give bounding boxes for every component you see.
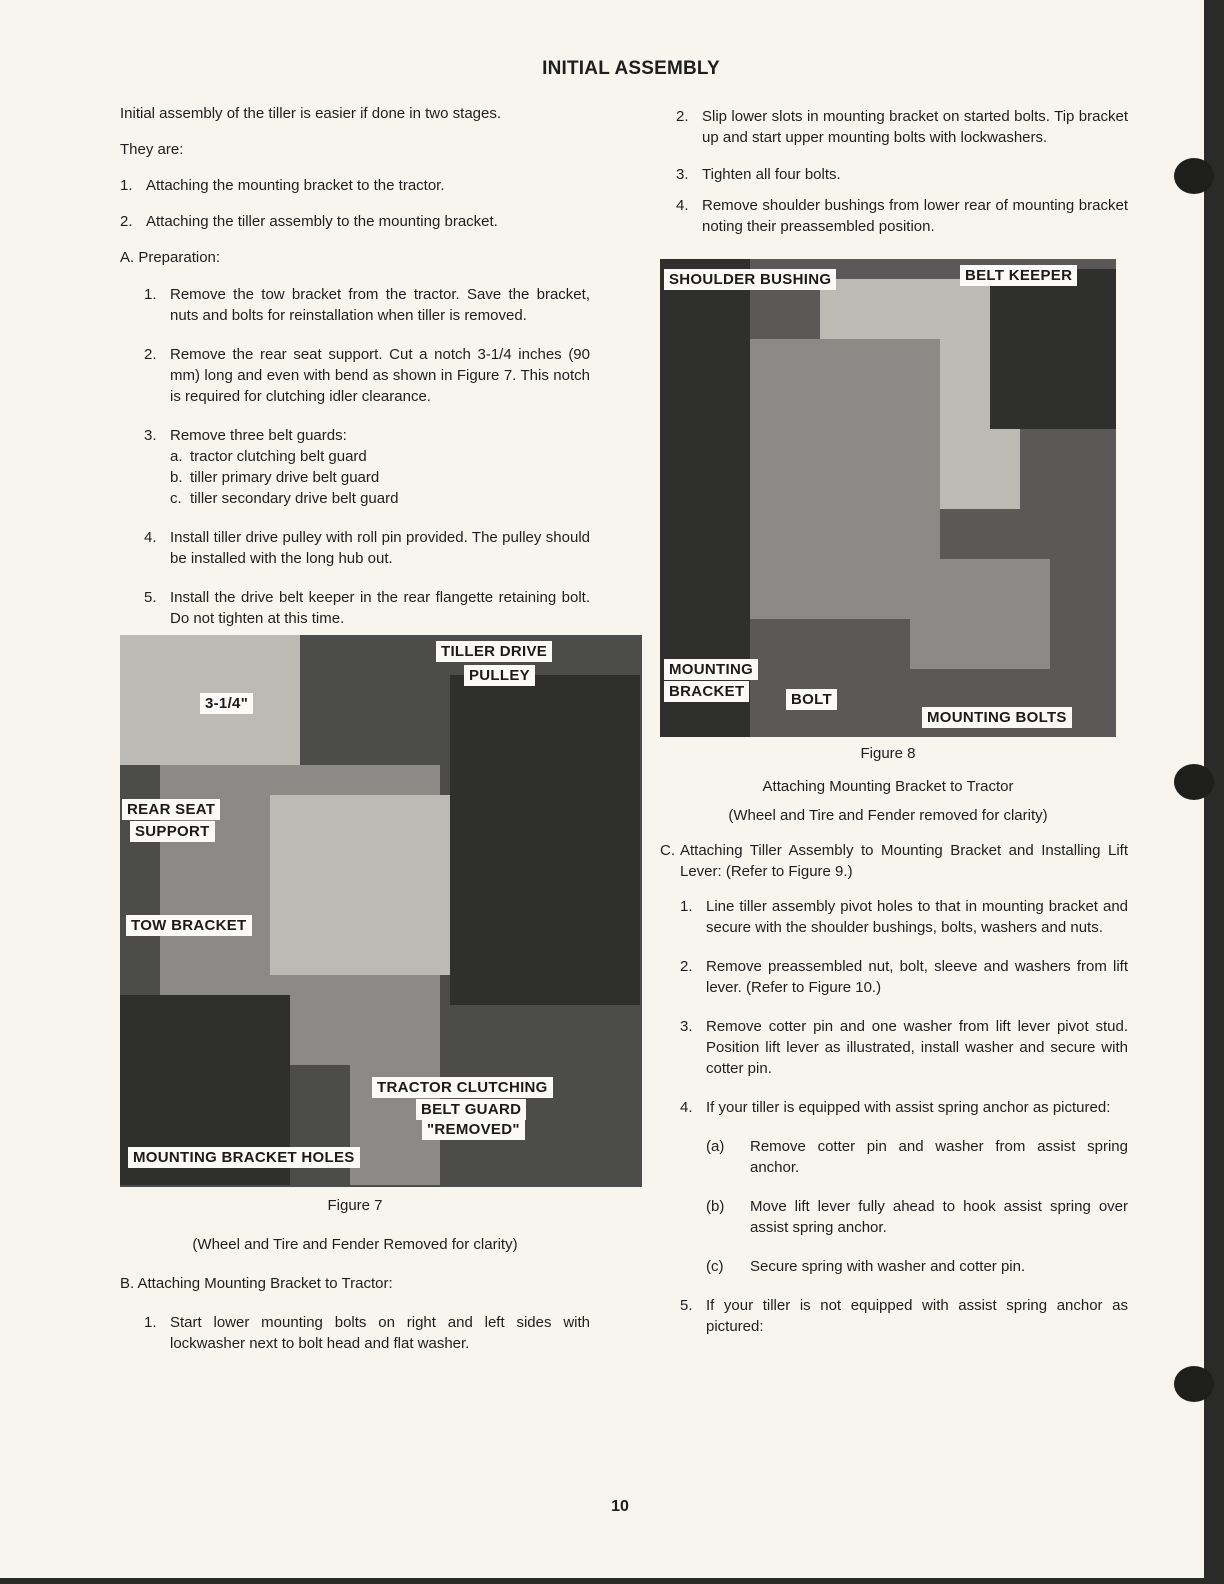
callout-label: REAR SEAT [122,799,220,820]
list-item: 1. Attaching the mounting bracket to the tractor. [120,177,445,194]
sub-item: (a) Remove cotter pin and washer from assist spring anchor. [706,1138,1128,1176]
list-item: 2. Remove preassembled nut, bolt, sleeve and washers from lift lever. (Refer to Figure 10.) [680,958,1128,996]
sub-item: (b) Move lift lever fully ahead to hook assist spring over assist spring anchor. [706,1198,1128,1236]
page-number: 10 [611,1498,629,1515]
figure-caption: Figure 8 [860,745,916,762]
callout-label: MOUNTING BRACKET HOLES [128,1147,360,1168]
list-item: 4. Install tiller drive pulley with roll pin provided. The pulley should be installed with the long hub out. [144,529,590,567]
left-column [120,100,590,1354]
figure-note: (Wheel and Tire and Fender Removed for clarity) [192,1236,518,1253]
callout-label: SHOULDER BUSHING [664,269,836,290]
binder-hole [1174,1366,1214,1402]
list-item: 2. Slip lower slots in mounting bracket on started bolts. Tip bracket up and start upper mounting bolts with lockwashers. [676,108,1128,146]
list-item: 2. Attaching the tiller assembly to the mounting bracket. [120,213,498,230]
list-item: 4. If your tiller is equipped with assist spring anchor as pictured: [680,1099,1111,1116]
list-item: 3. Remove three belt guards: a. tractor clutching belt guard b. tiller primary drive belt guard c. tiller secondary drive belt guard [144,425,590,509]
callout-label: SUPPORT [130,821,215,842]
list-item: 5. If your tiller is not equipped with assist spring anchor as pictured: [680,1297,1128,1335]
binder-hole [1174,764,1214,800]
section-heading: B. Attaching Mounting Bracket to Tractor: [120,1275,393,1292]
callout-label: MOUNTING [664,659,758,680]
page-title: INITIAL ASSEMBLY [542,58,720,79]
section-heading: C. Attaching Tiller Assembly to Mounting Bracket and Installing Lift Lever: (Refer to Figure 9.) [660,842,1128,880]
binder-hole [1174,158,1214,194]
intro-text: They are: [120,141,184,158]
figure-7-photo [120,635,642,1187]
callout-label: BELT KEEPER [960,265,1077,286]
figure-8-photo [660,259,1116,737]
bottom-edge [0,1578,1224,1584]
callout-label: PULLEY [464,665,535,686]
callout-label: TRACTOR CLUTCHING [372,1077,553,1098]
figure-note: (Wheel and Tire and Fender removed for clarity) [728,807,1048,824]
section-heading: A. Preparation: [120,249,221,266]
list-item: 3. Remove cotter pin and one washer from lift lever pivot stud. Position lift lever as illustrated, install washer and secure with cotter pin. [680,1018,1128,1077]
list-item: 4. Remove shoulder bushings from lower rear of mounting bracket noting their preassembled position. [676,197,1128,235]
sub-item: (c) Secure spring with washer and cotter pin. [706,1258,1026,1275]
callout-label: BRACKET [664,681,749,702]
intro-text: Initial assembly of the tiller is easier if done in two stages. [120,105,502,122]
callout-label: BOLT [786,689,837,710]
list-item: 1. Line tiller assembly pivot holes to that in mounting bracket and secure with the shoulder bushings, bolts, washers and nuts. [680,898,1128,936]
sub-item: c. tiller secondary drive belt guard [170,490,399,507]
right-column [660,100,1128,1337]
list-item: 1. Remove the tow bracket from the tractor. Save the bracket, nuts and bolts for reinstallation when tiller is removed. [144,286,590,324]
callout-label: "REMOVED" [422,1119,525,1140]
figure-caption: Figure 7 [327,1197,383,1214]
figure-note: Attaching Mounting Bracket to Tractor [762,778,1014,795]
callout-label: BELT GUARD [416,1099,526,1120]
callout-label: TOW BRACKET [126,915,252,936]
sub-item: b. tiller primary drive belt guard [170,469,380,486]
sub-item: a. tractor clutching belt guard [170,448,367,465]
list-item: 3. Tighten all four bolts. [676,166,841,183]
list-item: 1. Start lower mounting bolts on right and left sides with lockwasher next to bolt head and flat washer. [144,1314,590,1352]
list-item: 5. Install the drive belt keeper in the rear flangette retaining bolt. Do not tighten at this time. [144,589,590,627]
callout-label: TILLER DRIVE [436,641,552,662]
callout-label: 3-1/4" [200,693,253,714]
callout-label: MOUNTING BOLTS [922,707,1072,728]
list-item: 2. Remove the rear seat support. Cut a notch 3-1/4 inches (90 mm) long and even with bend as shown in Figure 7. This notch is required for clutching idler clearance. [144,346,590,405]
